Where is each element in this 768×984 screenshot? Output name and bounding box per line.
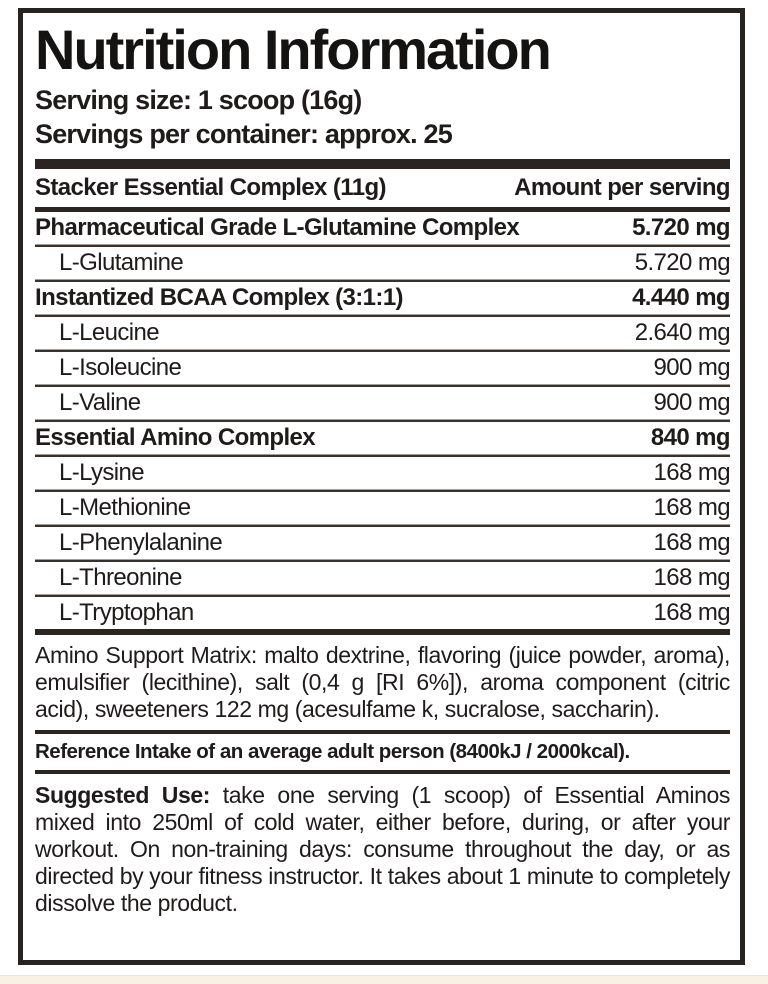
row-amount: 168 mg bbox=[653, 529, 730, 557]
table-header-amount: Amount per serving bbox=[514, 174, 730, 202]
serving-size-line: Serving size: 1 scoop (16g) bbox=[35, 85, 362, 116]
table-row bbox=[35, 387, 730, 419]
row-name: L-Isoleucine bbox=[59, 354, 182, 382]
page-title: Nutrition Information bbox=[35, 18, 550, 81]
table-header-row bbox=[35, 169, 730, 207]
label-border-box bbox=[18, 8, 745, 965]
row-name: Essential Amino Complex bbox=[35, 424, 316, 452]
servings-per-container-line: Servings per container: approx. 25 bbox=[35, 119, 452, 150]
row-name: Instantized BCAA Complex (3:1:1) bbox=[35, 284, 403, 312]
row-name: L-Valine bbox=[59, 389, 141, 417]
row-name: L-Glutamine bbox=[59, 249, 184, 277]
row-amount: 168 mg bbox=[653, 494, 730, 522]
row-amount: 168 mg bbox=[653, 564, 730, 592]
row-amount: 4.440 mg bbox=[632, 284, 730, 312]
table-row bbox=[35, 457, 730, 489]
table-row bbox=[35, 422, 730, 454]
row-name: L-Tryptophan bbox=[59, 599, 194, 627]
table-row bbox=[35, 527, 730, 559]
row-name: L-Methionine bbox=[59, 494, 191, 522]
table-row bbox=[35, 562, 730, 594]
row-amount: 168 mg bbox=[653, 459, 730, 487]
table-row bbox=[35, 352, 730, 384]
rule-below-reference bbox=[35, 770, 730, 774]
row-amount: 840 mg bbox=[650, 424, 730, 452]
row-name: L-Lysine bbox=[59, 459, 145, 487]
suggested-use-paragraph bbox=[35, 782, 730, 917]
row-amount: 900 mg bbox=[653, 354, 730, 382]
row-amount: 900 mg bbox=[653, 389, 730, 417]
thick-rule-under-table bbox=[35, 629, 730, 635]
amino-support-matrix-text: Amino Support Matrix: malto dextrine, flavoring (juice powder, aroma), emulsifier (lecithine), salt (0,4 g [RI 6%]), aroma component (citric acid), sweeteners 122 mg (acesulfame k, sucralose, saccharin). bbox=[35, 642, 730, 723]
reference-intake-text: Reference Intake of an average adult person (8400kJ / 2000kcal). bbox=[35, 740, 630, 764]
thick-rule-top bbox=[35, 159, 730, 169]
table-header-complex: Stacker Essential Complex (11g) bbox=[35, 174, 386, 202]
row-amount: 5.720 mg bbox=[634, 249, 730, 277]
bottom-accent-strip bbox=[0, 975, 768, 984]
row-amount: 2.640 mg bbox=[634, 319, 730, 347]
row-name: Pharmaceutical Grade L-Glutamine Complex bbox=[35, 214, 520, 242]
table-row bbox=[35, 247, 730, 279]
row-name: L-Phenylalanine bbox=[59, 529, 223, 557]
row-amount: 168 mg bbox=[653, 599, 730, 627]
table-row bbox=[35, 282, 730, 314]
table-row bbox=[35, 492, 730, 524]
table-row bbox=[35, 212, 730, 244]
row-name: L-Leucine bbox=[59, 319, 160, 347]
table-row bbox=[35, 317, 730, 349]
row-name: L-Threonine bbox=[59, 564, 182, 592]
table-row bbox=[35, 597, 730, 629]
suggested-use-label: Suggested Use: bbox=[35, 782, 210, 809]
row-amount: 5.720 mg bbox=[632, 214, 730, 242]
suggested-use-text: take one serving (1 scoop) of Essential Aminos mixed into 250ml of cold water, either before, during, or after your workout. On non-training days: consume throughout the day, or as directed by your fitness instructor. It takes about 1 minute to completely dissolve the product. bbox=[35, 782, 730, 917]
